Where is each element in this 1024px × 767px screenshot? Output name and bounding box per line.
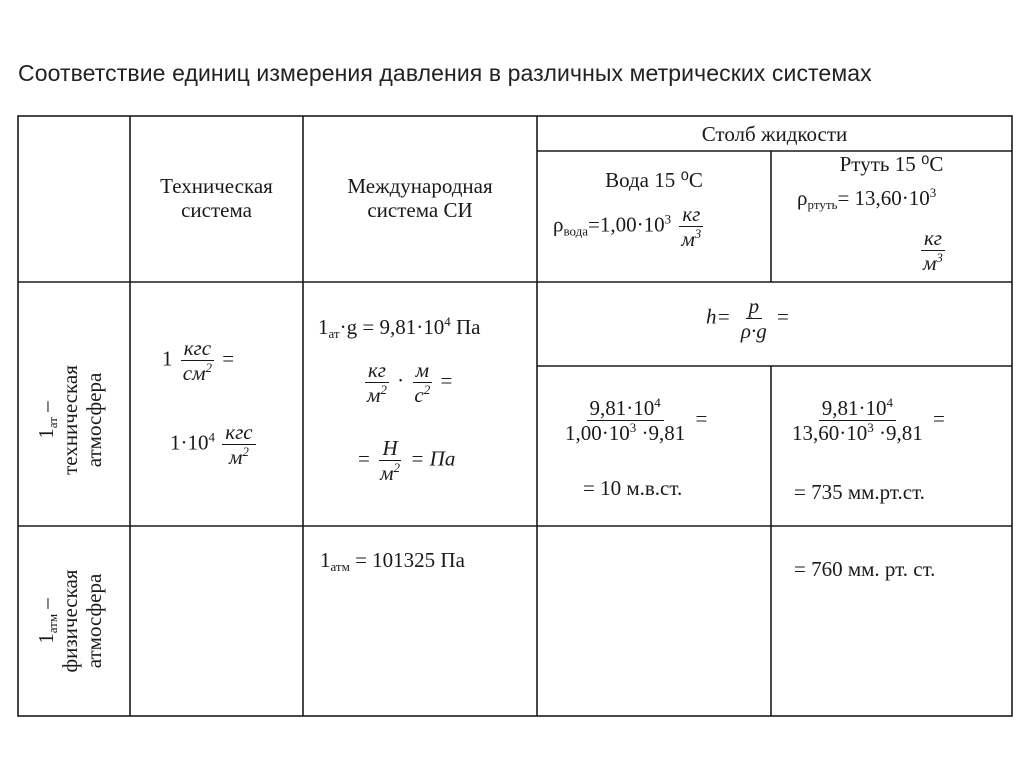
water-density: $\rho_{вода}=1,00\cdot 10^3$ $\frac{кг}{м^3}$ — [553, 202, 706, 251]
liquid-column-header: Столб жидкости — [701, 122, 848, 146]
mercury-calculation: $\frac{9,81\cdot 10^4}{13,60\cdot 10^3 \cdot 9,81}$ = — [792, 395, 945, 445]
mercury-title: Ртуть 15 ⁰С — [839, 152, 944, 176]
water-title: Вода 15 ⁰С — [605, 168, 703, 192]
tech-kgs-per-cm2: 1 $\frac{\text{кгс}}{см^2}$ = — [162, 336, 235, 385]
mercury-density: $\rho_{ртуть}= 13,60\cdot 10^3$ — [797, 185, 937, 212]
mercury-atm-result: = 760 мм. рт. ст. — [794, 557, 936, 581]
si-kg-m2-m-c2: $\frac{кг}{м^2}$ · $\frac{м}{с^2}$ = — [362, 358, 452, 407]
page-title: Соответствие единиц измерения давления в различных метрических системах — [18, 60, 872, 86]
si-system-header: Международная система СИ — [347, 174, 493, 222]
mercury-density-unit: $\frac{кг}{м^3}$ — [918, 226, 948, 275]
si-at-g: $1_{ат}\cdot g = 9,81\cdot 10^4$ Па — [318, 314, 481, 341]
tech-kgs-per-m2: $1\cdot 10^4$ $\frac{\text{кгс}}{м^2}$ — [170, 420, 258, 469]
water-result: = 10 м.в.ст. — [583, 476, 683, 500]
height-formula: h= $\frac{p}{\rho\cdot g}$ = — [706, 294, 789, 343]
mercury-result: = 735 мм.рт.ст. — [794, 480, 925, 504]
row2-label: $1_{атм}$ – физическая атмосфера — [34, 569, 106, 673]
water-calculation: $\frac{9,81\cdot 10^4}{1,00\cdot 10^3 \cdot 9,81}$ = — [565, 395, 708, 445]
si-atm-value: $1_{атм} = 101325$ Па — [320, 548, 465, 574]
tech-system-header: Техническая система — [160, 174, 273, 222]
si-newton-pascal: = $\frac{Н}{м^2}$ = Па — [358, 436, 456, 485]
row1-label: $1_{ат}$ – техническая атмосфера — [34, 365, 106, 475]
